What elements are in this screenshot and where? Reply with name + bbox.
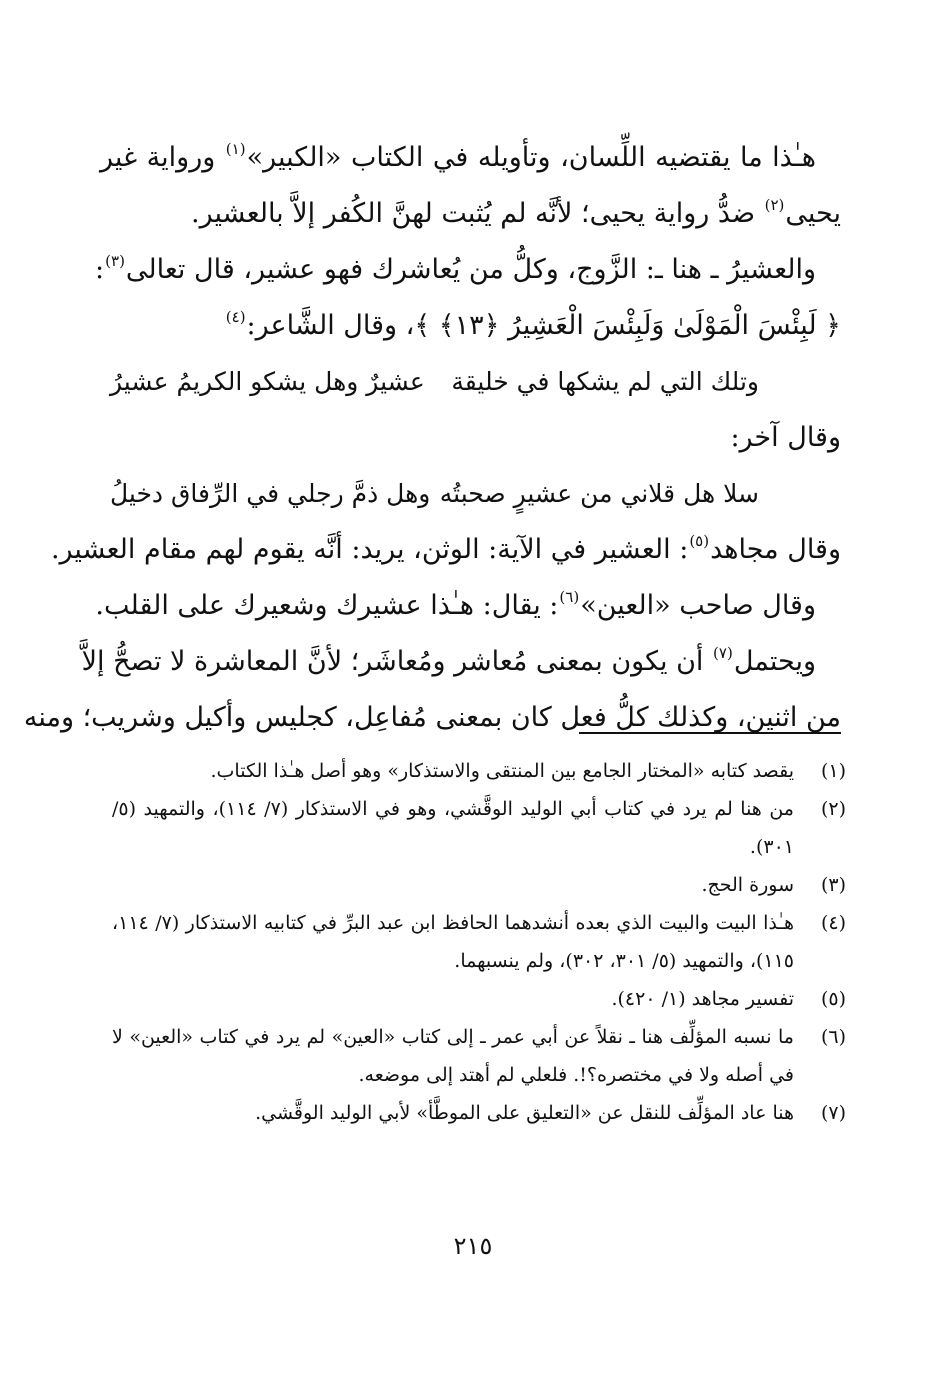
footnote-5 [112, 980, 846, 1018]
poetry-verse-1 [100, 354, 841, 410]
footnote-7 [112, 1094, 846, 1132]
footnote-ref-6[interactable]: (٦) [559, 588, 580, 606]
text-line-8: من اثنين، وكذلك كلُّ فعل كان بمعنى مُفاعِل، كجليس وأكيل وشريب؛ ومنه [23, 702, 841, 733]
footnote-text: يقصد كتابه «المختار الجامع بين المنتقى والاستذكار» وهو أصل هـٰذا الكتاب. [210, 760, 794, 782]
footnote-number: (٥) [820, 988, 846, 1010]
main-text [23, 130, 841, 746]
text-line-qala-akhar: وقال آخر: [730, 422, 841, 453]
text-line-4: ﴿ لَبِئْسَ الْمَوْلَىٰ وَلَبِئْسَ الْعَشِيرُ ﴿١٣﴾ ﴾، وقال الشَّاعر:$^{(٤)}$ [225, 308, 841, 341]
footnote-ref-5[interactable]: (٥) [689, 532, 710, 550]
footnote-divider [579, 732, 841, 734]
footnote-ref-4[interactable]: (٤) [225, 308, 246, 326]
footnote-text: هـٰذا البيت والبيت الذي بعده أنشدهما الحافظ ابن عبد البرِّ في كتابيه الاستذكار (٧/ ١١٤، ١١٥)، والتمهيد (٥/ ٣٠١، ٣٠٢)، ولم ينسبهما. [112, 912, 794, 972]
footnote-number: (٤) [820, 912, 846, 934]
footnote-ref-7[interactable]: (٧) [713, 644, 733, 662]
footnote-number: (١) [820, 760, 846, 782]
footnote-ref-1[interactable]: (١) [225, 140, 246, 158]
text-line-3: والعشيرُ ـ هنا ـ: الزَّوج، وكلُّ من يُعاشرك فهو عشير، قال تعالى$^{(٣)}$: [95, 252, 816, 285]
footnote-6 [112, 1018, 846, 1094]
text-line-1: هـٰذا ما يقتضيه اللِّسان، وتأويله في الكتاب «الكبير»$^{(١)}$ ورواية غير [100, 140, 816, 173]
footnotes [112, 752, 846, 1132]
footnote-number: (٧) [820, 1102, 846, 1124]
verse-1-first-hemistich: وتلك التي لم يشكها في خليقة [451, 367, 759, 396]
footnote-text: سورة الحج. [701, 874, 794, 896]
footnote-4 [112, 904, 846, 980]
poetry-verse-2 [100, 466, 841, 522]
footnote-number: (٢) [820, 798, 846, 820]
footnote-text: هنا عاد المؤلِّف للنقل عن «التعليق على الموطَّأ» لأبي الوليد الوقَّشي. [255, 1102, 794, 1124]
footnote-number: (٦) [820, 1026, 846, 1048]
footnote-1 [112, 752, 846, 790]
footnote-3 [112, 866, 846, 904]
footnote-2 [112, 790, 846, 866]
verse-2-second-hemistich: وهل ذمَّ رجلي في الرِّفاق دخيلُ [110, 479, 431, 508]
footnote-number: (٣) [820, 874, 846, 896]
footnote-ref-2[interactable]: (٢) [764, 196, 785, 214]
verse-2-first-hemistich: سلا هل قلاني من عشيرٍ صحبتُه [439, 479, 759, 508]
footnote-ref-3[interactable]: (٣) [105, 252, 125, 270]
verse-1-second-hemistich: عشيرٌ وهل يشكو الكريمُ عشيرُ [110, 367, 425, 396]
footnote-text: ما نسبه المؤلِّف هنا ـ نقلاً عن أبي عمر ـ إلى كتاب «العين» لم يرد في كتاب «العين» لا في أصله ولا في مختصره؟!. فلعلي لم أهتد إلى موضعه. [112, 1026, 794, 1086]
footnote-text: تفسير مجاهد (١/ ٤٢٠). [611, 988, 794, 1010]
text-line-2: يحيى$^{(٢)}$ ضدُّ رواية يحيى؛ لأنَّه لم يُثبت لهنَّ الكُفر إلاَّ بالعشير. [190, 196, 841, 229]
footnote-text: من هنا لم يرد في كتاب أبي الوليد الوقَّشي، وهو في الاستذكار (٧/ ١١٤)، والتمهيد (٥/ ٣٠١). [112, 798, 794, 858]
page-number: ٢١٥ [453, 1232, 493, 1260]
text-line-5: وقال مجاهد$^{(٥)}$: العشير في الآية: الوثن، يريد: أنَّه يقوم لهم مقام العشير. [50, 532, 841, 565]
text-line-7: ويحتمل$^{(٧)}$ أن يكون بمعنى مُعاشر ومُعاشَر؛ لأنَّ المعاشرة لا تصحُّ إلاَّ [81, 644, 816, 677]
text-line-6: وقال صاحب «العين»$^{(٦)}$: يقال: هـٰذا عشيرك وشعيرك على القلب. [95, 588, 816, 621]
